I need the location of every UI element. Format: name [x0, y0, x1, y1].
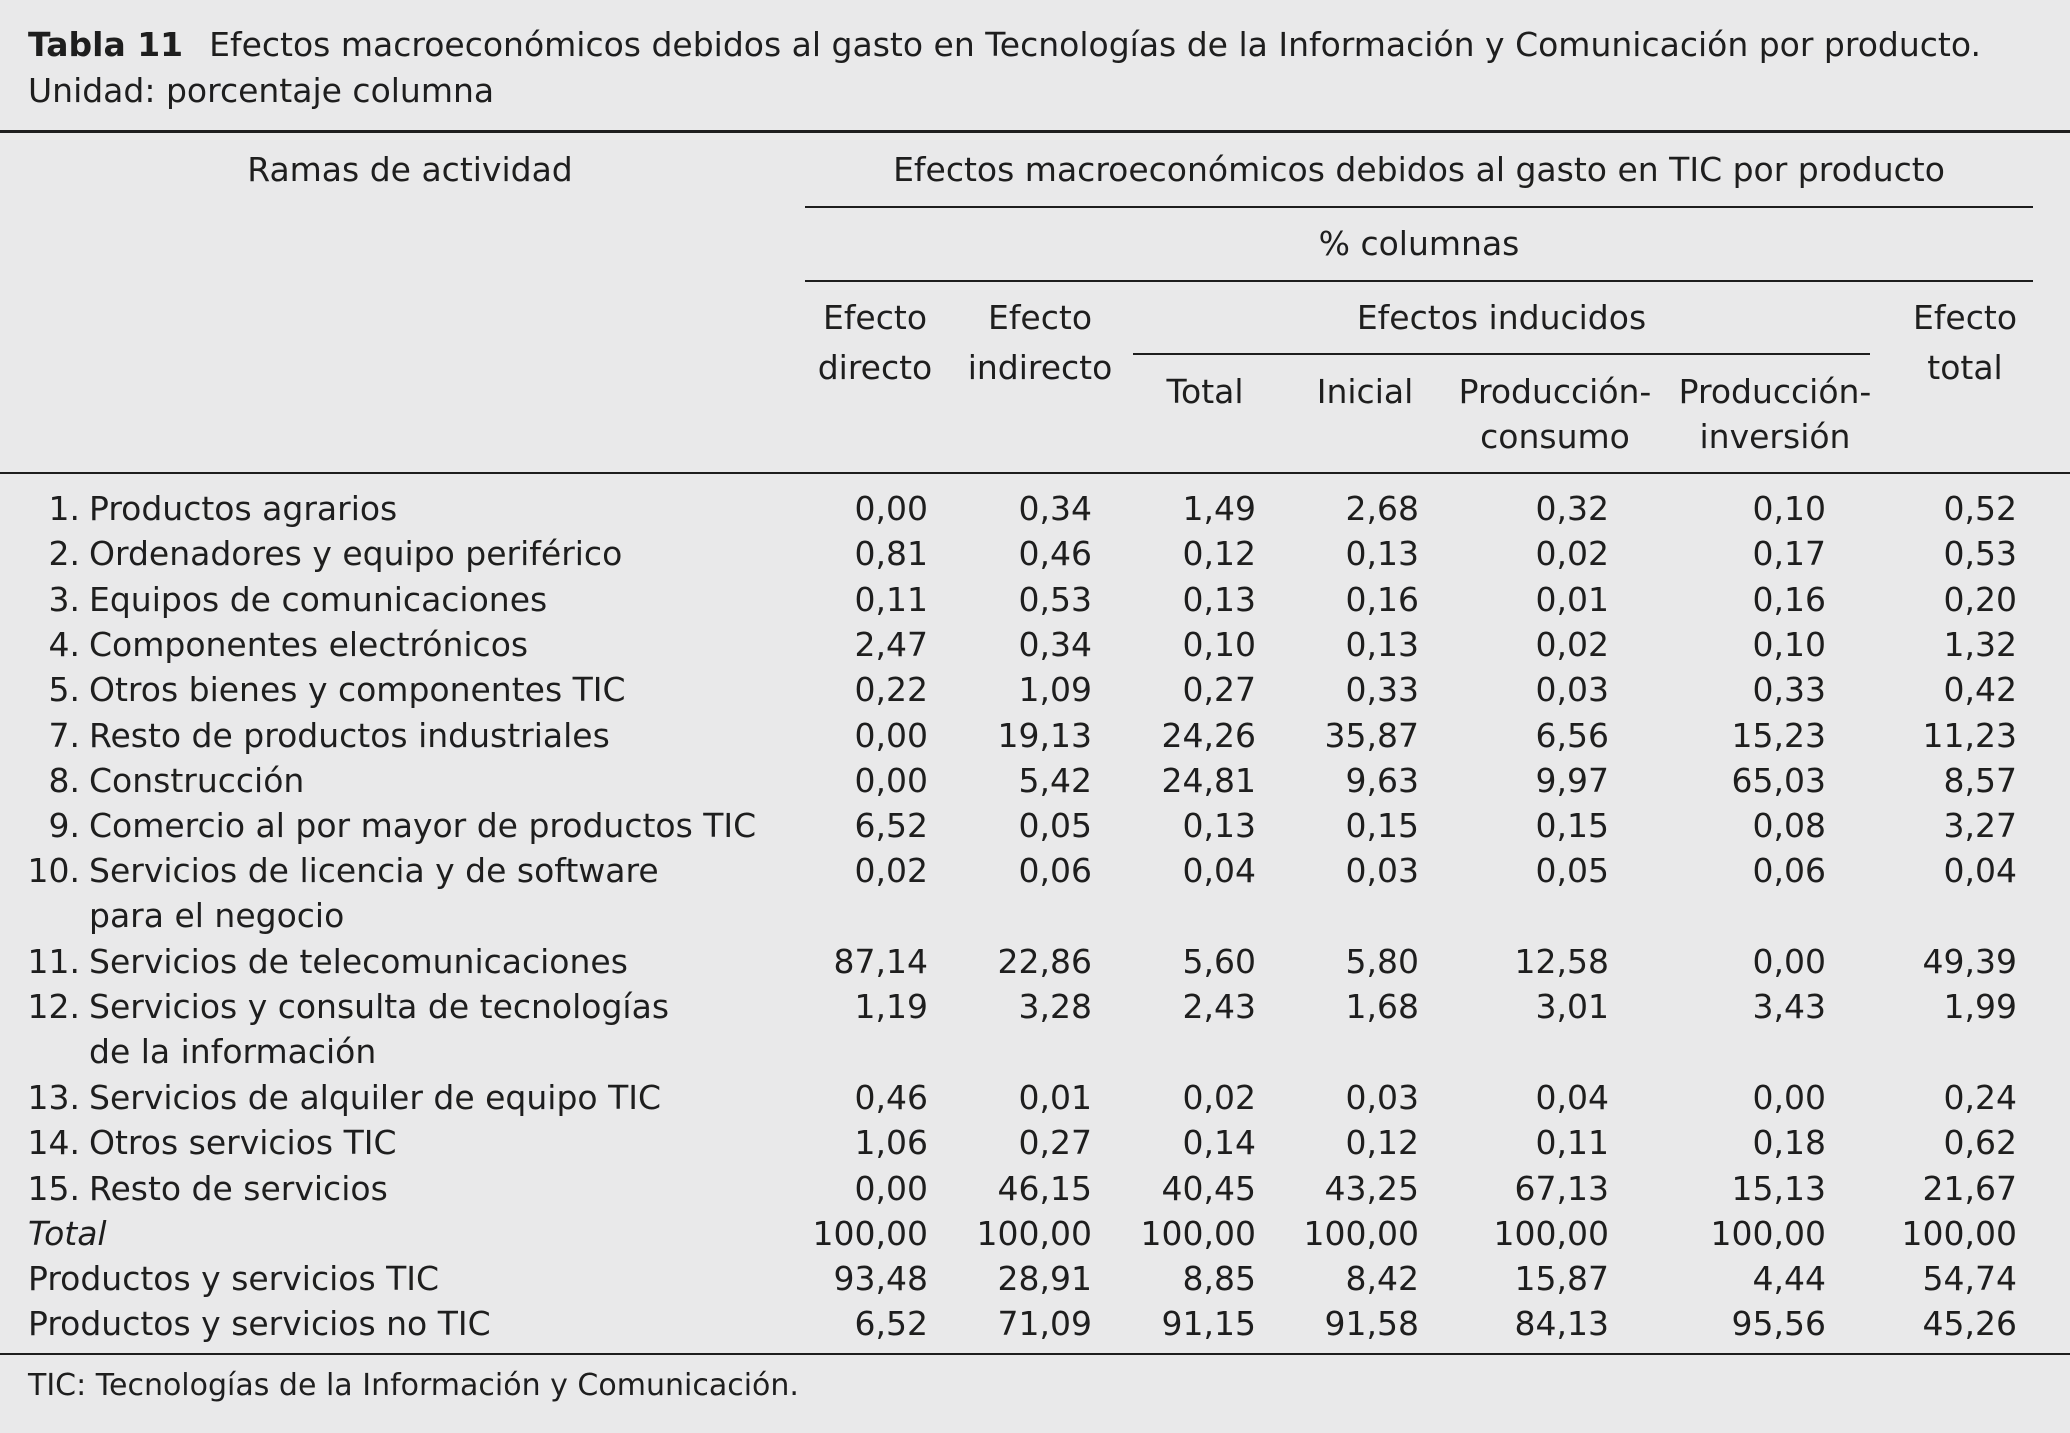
table-cell: 0,20: [1943, 579, 2017, 619]
table-cell: 0,34: [1018, 624, 1092, 664]
table-cell: 43,25: [1324, 1168, 1419, 1208]
header-total: Total: [1166, 372, 1244, 411]
table-cell: 0,13: [1182, 806, 1256, 846]
table-cell: 95,56: [1731, 1304, 1826, 1344]
row-index: 1.: [48, 489, 80, 528]
table-cell: 3,28: [1018, 987, 1092, 1027]
table-cell: 22,86: [997, 942, 1092, 981]
table-cell: 1,09: [1018, 670, 1092, 710]
table-cell: 65,03: [1731, 760, 1826, 800]
table-cell: 0,46: [1018, 534, 1092, 574]
row-label: [20, 1075, 661, 1120]
table-cell: 49,39: [1922, 942, 2017, 981]
row-label: [20, 667, 626, 712]
table-cell: 0,18: [1752, 1123, 1826, 1163]
table-cell: 11,23: [1922, 715, 2017, 755]
table-cell: 0,00: [854, 489, 928, 528]
table-row: [0, 1075, 2070, 1120]
row-index: 7.: [48, 715, 80, 755]
table-cell: 1,19: [854, 987, 928, 1027]
table-cell: 0,02: [854, 851, 928, 891]
table-cell: 0,42: [1943, 670, 2017, 710]
row-label: [20, 622, 528, 667]
table-cell: 0,22: [854, 670, 928, 710]
table-cell: 5,60: [1182, 942, 1256, 981]
table-cell: 100,00: [976, 1213, 1092, 1253]
table-cell: 0,17: [1752, 534, 1826, 574]
table-cell: 24,81: [1161, 760, 1256, 800]
table-cell: 0,15: [1535, 806, 1609, 846]
row-label-text: Servicios de licencia y de software: [89, 851, 659, 891]
header-prod-inversion-l1: Producción-: [1678, 372, 1872, 411]
table-cell: 2,47: [854, 624, 928, 664]
table-cell: 1,68: [1345, 987, 1419, 1027]
table-cell: 1,49: [1182, 489, 1256, 528]
row-label: [20, 577, 547, 622]
row-label-text: Resto de servicios: [89, 1168, 388, 1208]
row-label: [20, 486, 397, 531]
table-row: [0, 1120, 2070, 1165]
table-cell: 8,85: [1182, 1259, 1256, 1299]
row-label: [20, 848, 659, 938]
table-cell: 0,52: [1943, 489, 2017, 528]
summary-label: Total: [28, 1213, 107, 1253]
table-cell: 0,10: [1752, 624, 1826, 664]
table-cell: 0,62: [1943, 1123, 2017, 1163]
row-label-text: Resto de productos industriales: [89, 715, 610, 755]
table-cell: 2,68: [1345, 489, 1419, 528]
table-row: [0, 622, 2070, 667]
table-cell: 71,09: [997, 1304, 1092, 1344]
table-row: [0, 803, 2070, 848]
row-label-text: Componentes electrónicos: [89, 624, 529, 664]
table-cell: 19,13: [997, 715, 1092, 755]
table-cell: 0,11: [1535, 1123, 1609, 1163]
row-index: 13.: [27, 1077, 80, 1117]
table-cell: 0,13: [1345, 624, 1419, 664]
header-prod-consumo-l1: Producción-: [1458, 372, 1652, 411]
header-efecto-total-l1: Efecto: [1912, 298, 2018, 337]
header-prod-consumo-l2: consumo: [1480, 417, 1630, 456]
table-cell: 0,34: [1018, 489, 1092, 528]
row-index: 15.: [27, 1168, 80, 1208]
table-cell: 0,13: [1182, 579, 1256, 619]
header-bottom-rule: [0, 472, 2070, 474]
table-cell: 0,10: [1182, 624, 1256, 664]
table-cell: 0,04: [1943, 851, 2017, 891]
row-label-continuation: de la información: [89, 1032, 377, 1072]
table-cell: 35,87: [1324, 715, 1419, 755]
table-cell: 6,52: [854, 1304, 928, 1344]
table-row: [0, 984, 2070, 1072]
row-index: 3.: [48, 579, 80, 619]
table-row: [0, 1166, 2070, 1211]
table-cell: 45,26: [1922, 1304, 2017, 1344]
table-cell: 5,42: [1018, 760, 1092, 800]
table-cell: 54,74: [1922, 1259, 2017, 1299]
table-cell: 91,58: [1324, 1304, 1419, 1344]
row-index: 11.: [27, 942, 80, 981]
table-cell: 24,26: [1161, 715, 1256, 755]
summary-row: [0, 1256, 2070, 1301]
table-cell: 12,58: [1514, 942, 1609, 981]
row-label-text: Equipos de comunicaciones: [89, 579, 548, 619]
table-cell: 93,48: [833, 1259, 928, 1299]
row-label: [20, 803, 756, 848]
table-cell: 0,02: [1535, 534, 1609, 574]
table-row: [0, 577, 2070, 622]
table-cell: 6,56: [1535, 715, 1609, 755]
top-rule: [0, 130, 2070, 133]
table-cell: 0,03: [1535, 670, 1609, 710]
header-efecto-total-l2: total: [1927, 348, 2003, 387]
table-cell: 0,04: [1535, 1077, 1609, 1117]
table-cell: 8,42: [1345, 1259, 1419, 1299]
table-cell: 3,27: [1943, 806, 2017, 846]
table-cell: 87,14: [833, 942, 928, 981]
table-cell: 0,53: [1018, 579, 1092, 619]
table-cell: 6,52: [854, 806, 928, 846]
table-cell: 0,10: [1752, 489, 1826, 528]
table-cell: 0,16: [1345, 579, 1419, 619]
table-cell: 100,00: [1303, 1213, 1419, 1253]
table-cell: 0,81: [854, 534, 928, 574]
table-cell: 9,63: [1345, 760, 1419, 800]
table-row: [0, 758, 2070, 803]
row-label-text: Otros bienes y componentes TIC: [89, 670, 626, 710]
table-cell: 8,57: [1943, 760, 2017, 800]
header-efectos-inducidos: Efectos inducidos: [1356, 298, 1647, 337]
table-caption: [28, 22, 2038, 114]
table-cell: 40,45: [1161, 1168, 1256, 1208]
table-cell: 0,03: [1345, 851, 1419, 891]
table-cell: 100,00: [812, 1213, 928, 1253]
table-cell: 0,00: [854, 1168, 928, 1208]
table-cell: 100,00: [1901, 1213, 2017, 1253]
table-cell: 28,91: [997, 1259, 1092, 1299]
table-row: [0, 667, 2070, 712]
table-cell: 84,13: [1514, 1304, 1609, 1344]
table-cell: 0,00: [854, 760, 928, 800]
table-row: [0, 486, 2070, 531]
table-cell: 0,02: [1535, 624, 1609, 664]
row-label: [20, 984, 669, 1074]
table-cell: 0,16: [1752, 579, 1826, 619]
table-number: Tabla 11: [28, 25, 184, 64]
summary-label: Productos y servicios no TIC: [28, 1304, 491, 1344]
table-cell: 5,80: [1345, 942, 1419, 981]
table-cell: 0,53: [1943, 534, 2017, 574]
header-efecto-directo-l1: Efecto: [822, 298, 928, 337]
table-cell: 46,15: [997, 1168, 1092, 1208]
table-cell: 0,01: [1535, 579, 1609, 619]
header-inicial: Inicial: [1316, 372, 1414, 411]
table-cell: 0,12: [1345, 1123, 1419, 1163]
header-prod-inversion-l2: inversión: [1699, 417, 1851, 456]
table-row: [0, 848, 2070, 936]
table-cell: 2,43: [1182, 987, 1256, 1027]
table-cell: 0,15: [1345, 806, 1419, 846]
table-cell: 4,44: [1752, 1259, 1826, 1299]
row-label-text: Servicios y consulta de tecnologías: [89, 987, 670, 1027]
table-cell: 91,15: [1161, 1304, 1256, 1344]
table-cell: 0,04: [1182, 851, 1256, 891]
row-label: [20, 713, 610, 758]
table-cell: 67,13: [1514, 1168, 1609, 1208]
table-row: [0, 531, 2070, 576]
row-label-text: Construcción: [89, 760, 305, 800]
row-label: [20, 758, 304, 803]
row-label-text: Comercio al por mayor de productos TIC: [89, 806, 757, 846]
group-rule-2: [805, 280, 2033, 282]
table-cell: 21,67: [1922, 1168, 2017, 1208]
row-label: [20, 531, 622, 576]
header-efecto-directo-l2: directo: [817, 348, 933, 387]
table-cell: 0,05: [1018, 806, 1092, 846]
table-cell: 0,14: [1182, 1123, 1256, 1163]
row-label-text: Ordenadores y equipo periférico: [89, 534, 623, 574]
table-cell: 9,97: [1535, 760, 1609, 800]
body-bottom-rule: [0, 1353, 2070, 1355]
table-cell: 0,00: [1752, 1077, 1826, 1117]
header-efectos-macro: Efectos macroeconómicos debidos al gasto en TIC por producto: [893, 150, 1945, 189]
table-cell: 0,12: [1182, 534, 1256, 574]
table-cell: 100,00: [1140, 1213, 1256, 1253]
table-cell: 0,01: [1018, 1077, 1092, 1117]
header-pct-columnas: % columnas: [1318, 224, 1520, 263]
row-index: 12.: [27, 987, 80, 1027]
table-cell: 0,46: [854, 1077, 928, 1117]
table-cell: 0,03: [1345, 1077, 1419, 1117]
table-title: Efectos macroeconómicos debidos al gasto en Tecnologías de la Información y Comunicación por producto. Unidad: porcentaje columna: [28, 25, 1981, 110]
header-ramas: Ramas de actividad: [247, 150, 573, 189]
table-cell: 0,24: [1943, 1077, 2017, 1117]
table-cell: 0,32: [1535, 489, 1609, 528]
table-row: [0, 939, 2070, 984]
table-cell: 100,00: [1493, 1213, 1609, 1253]
group-rule-1: [805, 206, 2033, 208]
table-cell: 0,27: [1018, 1123, 1092, 1163]
table-cell: 0,06: [1752, 851, 1826, 891]
summary-row: [0, 1301, 2070, 1346]
row-label-text: Servicios de alquiler de equipo TIC: [89, 1077, 662, 1117]
table-cell: 100,00: [1710, 1213, 1826, 1253]
table-cell: 3,43: [1752, 987, 1826, 1027]
table-cell: 0,33: [1345, 670, 1419, 710]
table-cell: 0,00: [1752, 942, 1826, 981]
table-cell: 0,11: [854, 579, 928, 619]
table-cell: 0,08: [1752, 806, 1826, 846]
table-cell: 1,32: [1943, 624, 2017, 664]
header-efecto-indirecto-l2: indirecto: [967, 348, 1113, 387]
table-cell: 0,06: [1018, 851, 1092, 891]
table-cell: 15,87: [1514, 1259, 1609, 1299]
header-efecto-indirecto-l1: Efecto: [987, 298, 1093, 337]
table-cell: 1,99: [1943, 987, 2017, 1027]
row-index: 14.: [27, 1123, 80, 1163]
table-cell: 1,06: [854, 1123, 928, 1163]
induced-rule: [1133, 353, 1870, 355]
table-cell: 15,13: [1731, 1168, 1826, 1208]
summary-row: [0, 1211, 2070, 1256]
table-cell: 0,02: [1182, 1077, 1256, 1117]
table-cell: 3,01: [1535, 987, 1609, 1027]
table-cell: 15,23: [1731, 715, 1826, 755]
table-row: [0, 713, 2070, 758]
row-index: 8.: [48, 760, 80, 800]
row-label-text: Servicios de telecomunicaciones: [89, 942, 628, 981]
table-cell: 0,33: [1752, 670, 1826, 710]
row-index: 9.: [48, 806, 80, 846]
row-index: 4.: [48, 624, 80, 664]
row-index: 10.: [27, 851, 80, 891]
table-cell: 0,00: [854, 715, 928, 755]
table-cell: 0,13: [1345, 534, 1419, 574]
row-label: [20, 1166, 388, 1211]
row-label-text: Otros servicios TIC: [89, 1123, 397, 1163]
row-index: 5.: [48, 670, 80, 710]
row-label-continuation: para el negocio: [89, 896, 345, 936]
footnote: TIC: Tecnologías de la Información y Comunicación.: [28, 1368, 799, 1403]
row-label-text: Productos agrarios: [89, 489, 398, 528]
row-index: 2.: [48, 534, 80, 574]
row-label: [20, 939, 628, 984]
table-cell: 0,27: [1182, 670, 1256, 710]
summary-label: Productos y servicios TIC: [28, 1259, 440, 1299]
row-label: [20, 1120, 397, 1165]
table-cell: 0,05: [1535, 851, 1609, 891]
